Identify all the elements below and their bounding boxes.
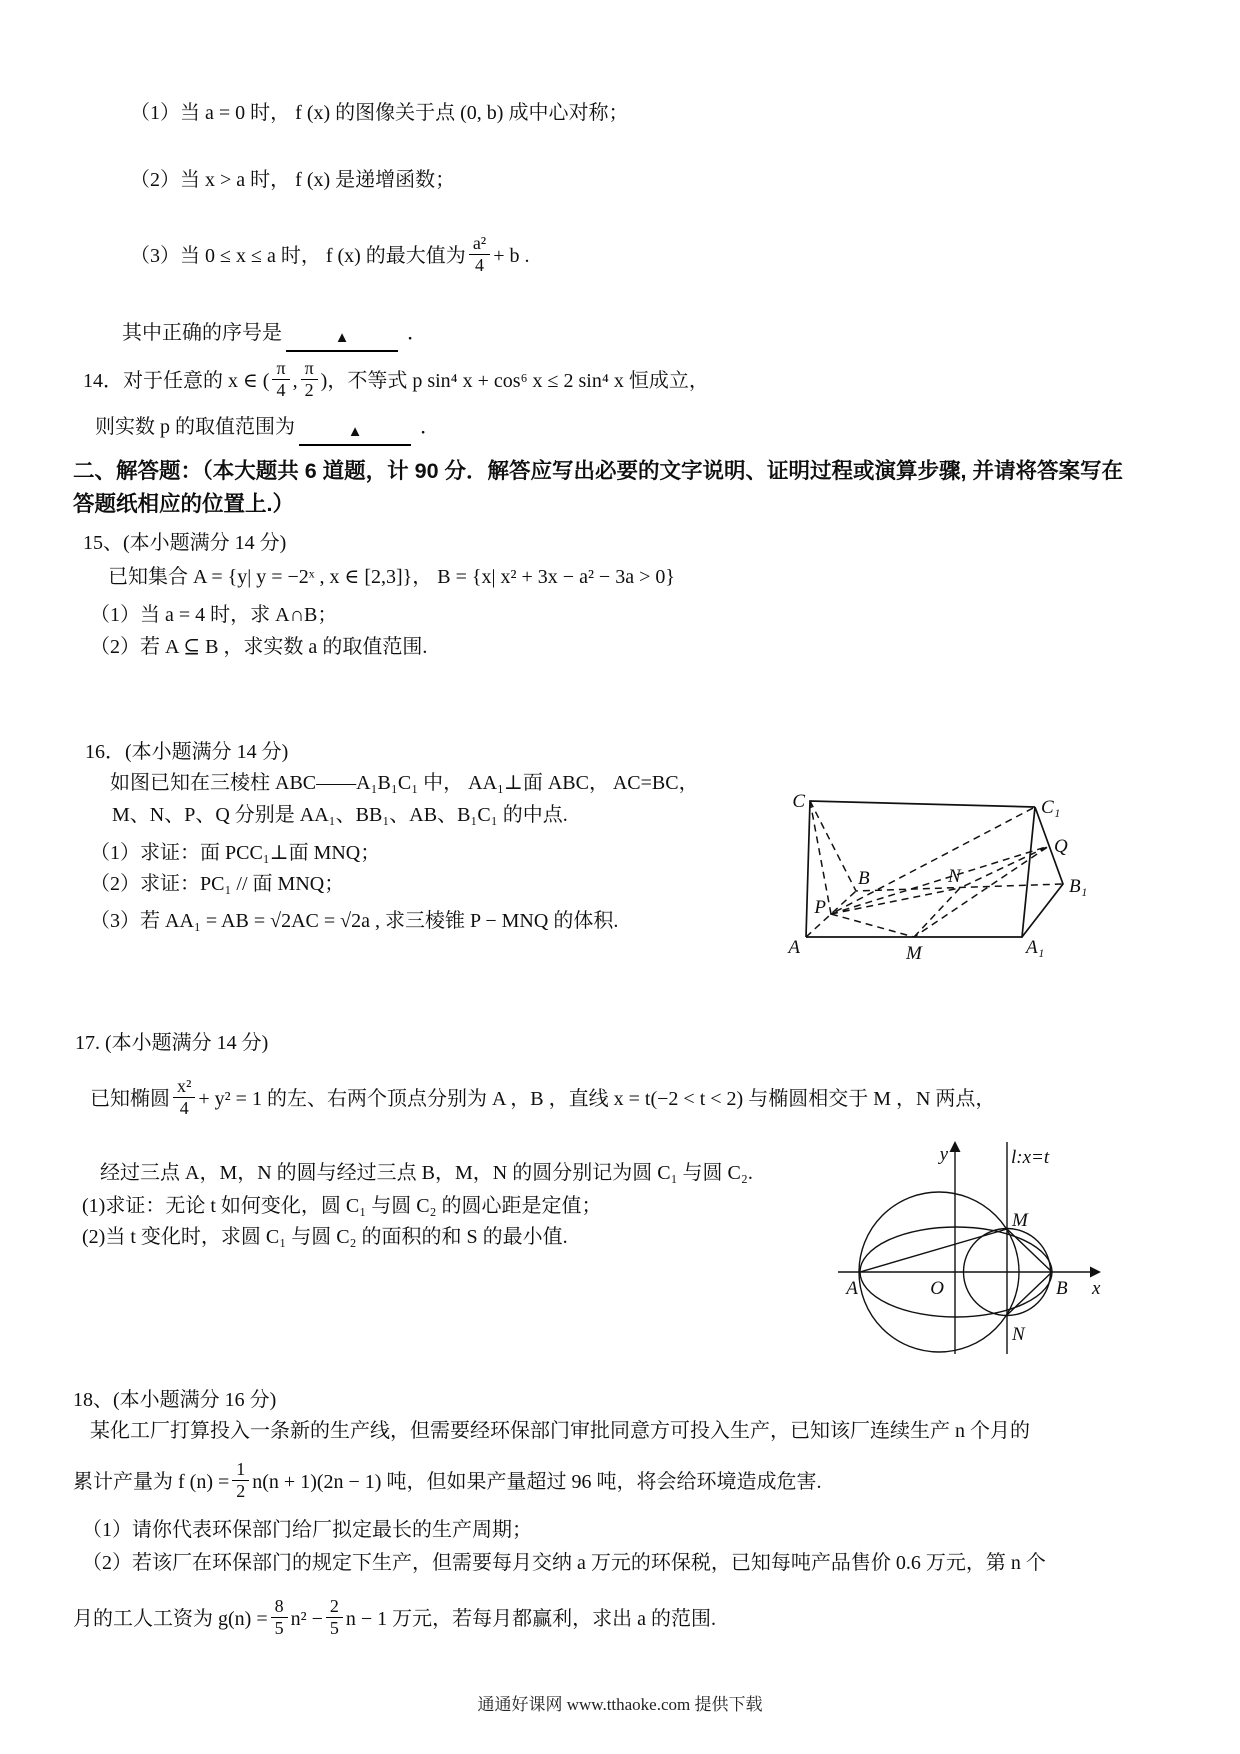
section2-header-line1: 二、解答题：（本大题共 6 道题，计 90 分．解答应写出必要的文字说明、证明过程或演算步骤, 并请将答案写在 <box>73 459 1123 483</box>
q16-given-1: 如图已知在三棱柱 ABC——A₁B₁C₁ 中， AA₁⊥面 ABC， AC=BC， <box>110 772 699 794</box>
fraction: $\frac{\text{x²}}{4}$ <box>173 1077 195 1118</box>
ellipse-label-m: M <box>1012 1210 1028 1231</box>
q17-title: 17. (本小题满分 14 分) <box>75 1032 269 1054</box>
q15-given: 已知集合 A = {y| y = −2ˣ , x ∈ [2,3]}， B = {x| x² + 3x − a² − 3a > 0} <box>108 566 675 588</box>
ellipse-label-x: x <box>1092 1278 1101 1299</box>
q15-part-2: （2）若 A ⊆ B ，求实数 a 的取值范围. <box>90 636 428 658</box>
prism-label-a1: A₁ <box>1026 937 1045 958</box>
q16-part-1: （1）求证：面 PCC₁⊥面 MNQ； <box>90 842 381 864</box>
q17-part-2: (2)当 t 变化时，求圆 C₁ 与圆 C₂ 的面积的和 S 的最小值. <box>82 1226 568 1248</box>
q18-part-2b: 月的工人工资为 g(n) = $\frac{8}{5}$ n² − $\frac{2}{5}$ n − 1 万元，若每月都赢利，求出 a 的范围. <box>73 1596 717 1638</box>
q15-title: 15、(本小题满分 14 分) <box>83 532 287 554</box>
q18-part-1: （1）请你代表环保部门给厂拟定最长的生产周期； <box>82 1519 532 1541</box>
prism-label-c: C <box>792 791 805 812</box>
prism-label-c1: C₁ <box>1041 797 1061 818</box>
prism-label-b1: B₁ <box>1069 876 1088 897</box>
prism-label-q: Q <box>1054 836 1068 857</box>
q16-title: 16．(本小题满分 14 分) <box>85 741 289 763</box>
answer-blank: ▲ <box>299 424 411 446</box>
q15-part-1: （1）当 a = 4 时，求 A∩B； <box>90 604 338 626</box>
ellipse-curves <box>838 1142 1092 1354</box>
q18-part-2a: （2）若该厂在环保部门的规定下生产，但需要每月交纳 a 万元的环保税，已知每吨产品售价 0.6 万元，第 n 个 <box>82 1552 1046 1574</box>
q18-intro: 某化工厂打算投入一条新的生产线，但需要经环保部门审批同意方可投入生产，已知该厂连续生产 n 个月的 <box>90 1420 1030 1442</box>
page-footer: 通通好课网 www.tthaoke.com 提供下载 <box>477 1695 763 1714</box>
y-axis-arrow <box>950 1141 961 1152</box>
q17-given-2: 经过三点 A，M，N 的圆与经过三点 B，M，N 的圆分别记为圆 C₁ 与圆 C₂. <box>100 1162 753 1184</box>
fraction: $\frac{\pi}{2}$ <box>301 359 318 400</box>
prism-label-p: P <box>814 897 826 918</box>
q16-given-2: M、N、P、Q 分别是 AA₁、BB₁、AB、B₁C₁ 的中点. <box>112 804 568 826</box>
q13-item-1: （1）当 a = 0 时， f (x) 的图像关于点 (0, b) 成中心对称； <box>130 102 629 124</box>
q13-item-2: （2）当 x > a 时， f (x) 是递增函数； <box>130 169 456 191</box>
ellipse-label-o: O <box>930 1278 944 1299</box>
q14-statement: 14．对于任意的 x ∈ ( $\frac{\pi}{4}$ , $\frac{\pi}{2}$ )，不等式 p sin⁴ x + cos⁶ x ≤ 2 sin⁴ x 恒成立， <box>83 358 709 400</box>
q16-part-3: （3）若 AA₁ = AB = √2AC = √2a , 求三棱锥 P − MNQ 的体积. <box>90 910 619 932</box>
ellipse-label-line: l:x=t <box>1011 1147 1050 1168</box>
prism-label-n: N <box>948 866 961 887</box>
fraction: $\frac{2}{5}$ <box>326 1597 343 1638</box>
q17-given-1: 已知椭圆 $\frac{\text{x²}}{4}$ + y² = 1 的左、右两个顶点分别为 A ，B ，直线 x = t(−2 < t < 2) 与椭圆相交于 M ，N 两点， <box>90 1076 996 1118</box>
prism-label-a: A <box>788 937 800 958</box>
q17-part-1: (1)求证：无论 t 如何变化，圆 C₁ 与圆 C₂ 的圆心距是定值； <box>82 1195 602 1217</box>
ellipse-label-n: N <box>1012 1324 1025 1345</box>
prism-figure <box>783 791 1095 966</box>
x-axis-arrow <box>1090 1267 1101 1278</box>
prism-label-m: M <box>906 943 922 964</box>
q18-formula: 累计产量为 f (n) = $\frac{1}{2}$ n(n + 1)(2n − 1) 吨，但如果产量超过 96 吨，将会给环境造成危害. <box>73 1459 822 1501</box>
ellipse-label-y: y <box>939 1144 948 1165</box>
prism-label-b: B <box>858 868 870 889</box>
q18-title: 18、(本小题满分 16 分) <box>73 1389 277 1411</box>
q13-item-3: （3）当 0 ≤ x ≤ a 时， f (x) 的最大值为 $\frac{\text{a²}}{4}$ + b . <box>130 233 530 275</box>
fraction: $\frac{1}{2}$ <box>232 1460 249 1501</box>
q13-answer-line: 其中正确的序号是 ▲ ． <box>122 318 427 352</box>
fraction: $\frac{8}{5}$ <box>271 1597 288 1638</box>
fraction: $\frac{\text{a²}}{4}$ <box>469 234 490 275</box>
section2-header-line2: 答题纸相应的位置上.） <box>73 492 294 516</box>
answer-blank: ▲ <box>286 330 398 352</box>
ellipse-label-b: B <box>1056 1278 1068 1299</box>
ellipse-label-a: A <box>846 1278 858 1299</box>
fraction: $\frac{\pi}{4}$ <box>272 359 289 400</box>
ellipse-figure <box>828 1138 1104 1360</box>
q16-part-2: （2）求证：PC₁ // 面 MNQ； <box>90 873 345 895</box>
q14-answer-line: 则实数 p 的取值范围为 ▲ ． <box>95 412 440 446</box>
